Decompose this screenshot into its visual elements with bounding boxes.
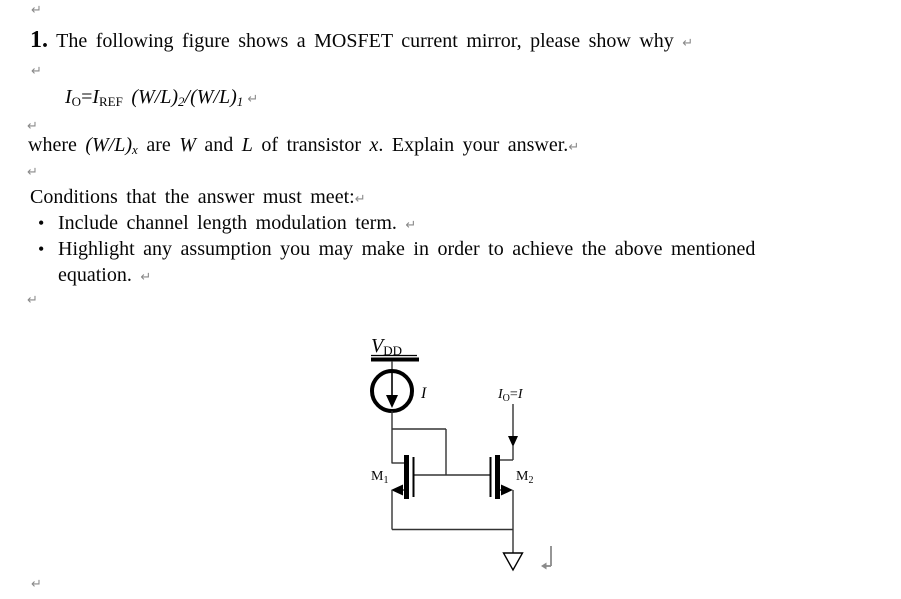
bullet-item-1: [58, 211, 416, 238]
where-line: [28, 133, 579, 162]
text-run: /(W/L): [184, 86, 237, 108]
text-run: ↵: [405, 218, 417, 233]
text-run: W: [179, 134, 196, 156]
current-mirror-schematic: [355, 328, 585, 580]
text-run: where: [28, 134, 86, 156]
bullet-item-2-line-2: [58, 263, 151, 290]
return-mark: ↵: [31, 3, 42, 18]
circuit-figure: [355, 328, 585, 585]
io-arrowhead: [508, 436, 518, 447]
return-mark: ↵: [31, 577, 42, 592]
text-run: Conditions that the answer must meet:: [30, 186, 355, 208]
return-mark: ↵: [27, 165, 38, 180]
text-run: . Explain your answer.: [378, 134, 569, 156]
io-label: $I_O=I$: [498, 387, 523, 404]
text-run: 1.: [30, 27, 48, 53]
bullet-item-2-line-1: [58, 237, 755, 262]
return-mark: ↵: [27, 293, 38, 308]
text-run: are: [137, 134, 180, 156]
text-run: x: [132, 142, 138, 157]
return-mark: ↵: [31, 64, 42, 79]
bullet-marker: •: [38, 213, 45, 233]
bullet-marker: •: [38, 239, 45, 259]
text-run: ↵: [243, 92, 259, 107]
text-run: and: [195, 134, 242, 156]
m1-source-arrow: [391, 485, 403, 496]
vdd-label: VDD: [371, 335, 402, 358]
text-run: (W/L): [85, 134, 133, 156]
text-run: ↵: [354, 192, 366, 207]
transistor-m2: [491, 455, 534, 530]
text-run: I: [92, 86, 100, 108]
text-run: Highlight any assumption you may make in order to achieve the above mentioned: [58, 238, 756, 260]
text-run: of transistor: [252, 134, 370, 156]
ground-symbol: [504, 553, 523, 570]
text-run: Include channel length modulation term.: [58, 212, 406, 234]
equation-line: [65, 85, 258, 114]
conditions-heading: [30, 185, 366, 212]
return-mark-large: [541, 546, 551, 570]
text-run: 1: [236, 94, 244, 109]
m1-label: $M_1$: [371, 469, 389, 486]
text-run: (W/L): [131, 86, 179, 108]
text-run: ↵: [568, 140, 580, 155]
text-run: L: [241, 134, 253, 156]
text-run: I: [65, 86, 72, 108]
m2-label: $M_2$: [516, 469, 534, 486]
text-run: 2: [178, 94, 185, 109]
text-run: =: [81, 86, 93, 108]
text-run: ↵: [140, 270, 152, 285]
text-run: REF: [99, 94, 123, 109]
problem-title-line: [30, 28, 693, 56]
text-run: equation.: [58, 264, 141, 286]
current-source-arrowhead: [386, 395, 398, 408]
text-run: The following figure shows a MOSFET current mirror, please show why: [48, 30, 683, 52]
text-run: ↵: [682, 36, 694, 51]
text-run: x: [369, 134, 379, 156]
transistor-m1: [371, 455, 414, 530]
m2-source-arrow: [501, 485, 513, 496]
return-mark: ↵: [27, 119, 38, 134]
text-run: O: [71, 94, 82, 109]
current-label: I: [421, 385, 427, 402]
